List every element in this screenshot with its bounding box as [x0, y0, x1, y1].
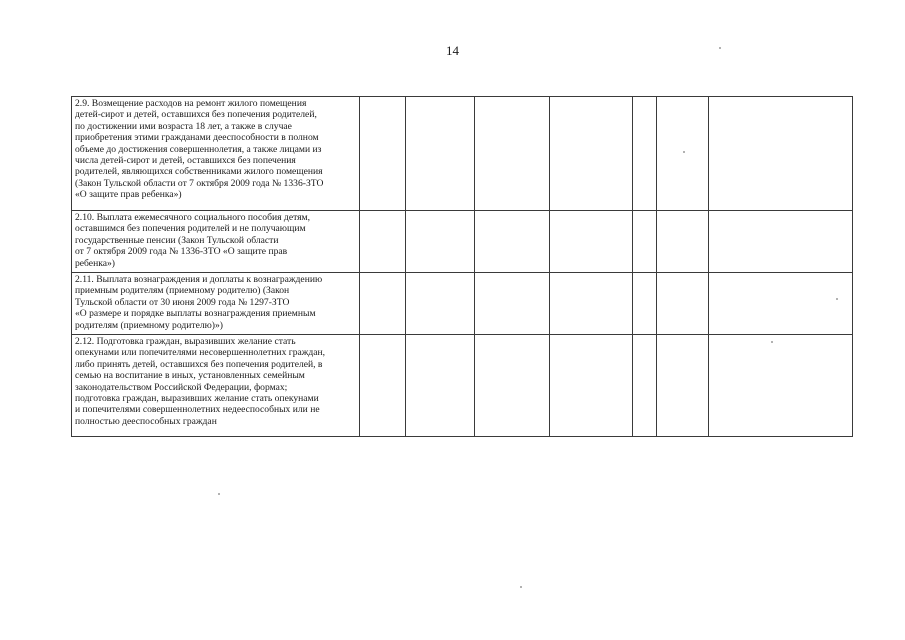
- empty-cell: [475, 97, 550, 211]
- empty-cell: [360, 335, 406, 437]
- text-line: детей-сирот и детей, оставшихся без попечения родителей,: [75, 109, 317, 121]
- empty-cell: [475, 273, 550, 335]
- empty-cell: [633, 211, 657, 273]
- text-line: оставшимся без попечения родителей и не получающим: [75, 223, 306, 235]
- text-line: опекунами или попечителями несовершеннолетних граждан,: [75, 347, 326, 359]
- text-line: родителям (приемному родителю)»): [75, 319, 223, 331]
- scan-speck: [771, 341, 773, 343]
- row-description: [72, 273, 360, 335]
- empty-cell: [360, 273, 406, 335]
- text-line: Тульской области от 30 июня 2009 года № 1297-ЗТО: [75, 296, 290, 308]
- empty-cell: [475, 335, 550, 437]
- text-line: 2.10. Выплата ежемесячного социального пособия детям,: [75, 212, 311, 223]
- text-line: семью на воспитание в иных, установленных семейным: [75, 370, 305, 382]
- text-line: по достижении ими возраста 18 лет, а также в случае: [75, 120, 292, 132]
- text-line: числа детей-сирот и детей, оставшихся без попечения: [75, 155, 296, 167]
- empty-cell: [406, 97, 475, 211]
- empty-cell: [709, 273, 853, 335]
- empty-cell: [657, 97, 709, 211]
- scan-speck: [719, 47, 721, 49]
- table-row: [72, 211, 853, 273]
- scan-speck: [520, 586, 522, 588]
- empty-cell: [550, 211, 633, 273]
- table-row: [72, 97, 853, 211]
- text-line: 2.11. Выплата вознаграждения и доплаты к вознаграждению: [75, 274, 323, 285]
- table-row: [72, 273, 853, 335]
- text-line: 2.12. Подготовка граждан, выразивших желание стать: [75, 336, 296, 347]
- text-line: приобретения этими гражданами дееспособности в полном: [75, 132, 319, 144]
- services-table: [71, 96, 853, 437]
- text-line: полностью дееспособных граждан: [75, 415, 217, 427]
- empty-cell: [360, 211, 406, 273]
- text-line: государственные пенсии (Закон Тульской области: [75, 234, 279, 246]
- scan-speck: [218, 493, 220, 495]
- row-description: [72, 211, 360, 273]
- scan-speck: [683, 151, 685, 153]
- empty-cell: [709, 211, 853, 273]
- text-line: и попечителями совершеннолетних недееспособных или не: [75, 404, 320, 416]
- empty-cell: [550, 335, 633, 437]
- text-line: ребенка»): [75, 257, 115, 269]
- text-line: родителей, являющихся собственниками жилого помещения: [75, 166, 323, 178]
- empty-cell: [550, 273, 633, 335]
- empty-cell: [657, 273, 709, 335]
- empty-cell: [633, 273, 657, 335]
- scan-speck: [836, 298, 838, 300]
- empty-cell: [657, 335, 709, 437]
- empty-cell: [633, 335, 657, 437]
- text-line: 2.9. Возмещение расходов на ремонт жилого помещения: [75, 98, 307, 109]
- row-description: [72, 335, 360, 437]
- empty-cell: [406, 335, 475, 437]
- table-row: [72, 335, 853, 437]
- empty-cell: [475, 211, 550, 273]
- text-line: «О размере и порядке выплаты вознаграждения приемным: [75, 308, 316, 320]
- text-line: либо принять детей, оставшихся без попечения родителей, в: [75, 358, 323, 370]
- empty-cell: [657, 211, 709, 273]
- empty-cell: [550, 97, 633, 211]
- text-line: (Закон Тульской области от 7 октября 2009 года № 1336-ЗТО: [75, 177, 324, 189]
- page-number: 14: [446, 43, 459, 58]
- empty-cell: [709, 335, 853, 437]
- text-line: объеме до достижения совершеннолетия, а также лицами из: [75, 143, 322, 155]
- text-line: от 7 октября 2009 года № 1336-ЗТО «О защите прав: [75, 246, 288, 258]
- row-description: [72, 97, 360, 211]
- empty-cell: [406, 211, 475, 273]
- text-line: приемным родителям (приемному родителю) (Закон: [75, 285, 290, 297]
- empty-cell: [709, 97, 853, 211]
- empty-cell: [360, 97, 406, 211]
- text-line: законодательством Российской Федерации, формах;: [75, 381, 288, 393]
- text-line: «О защите прав ребенка»): [75, 189, 182, 201]
- empty-cell: [633, 97, 657, 211]
- empty-cell: [406, 273, 475, 335]
- text-line: подготовка граждан, выразивших желание стать опекунами: [75, 393, 319, 405]
